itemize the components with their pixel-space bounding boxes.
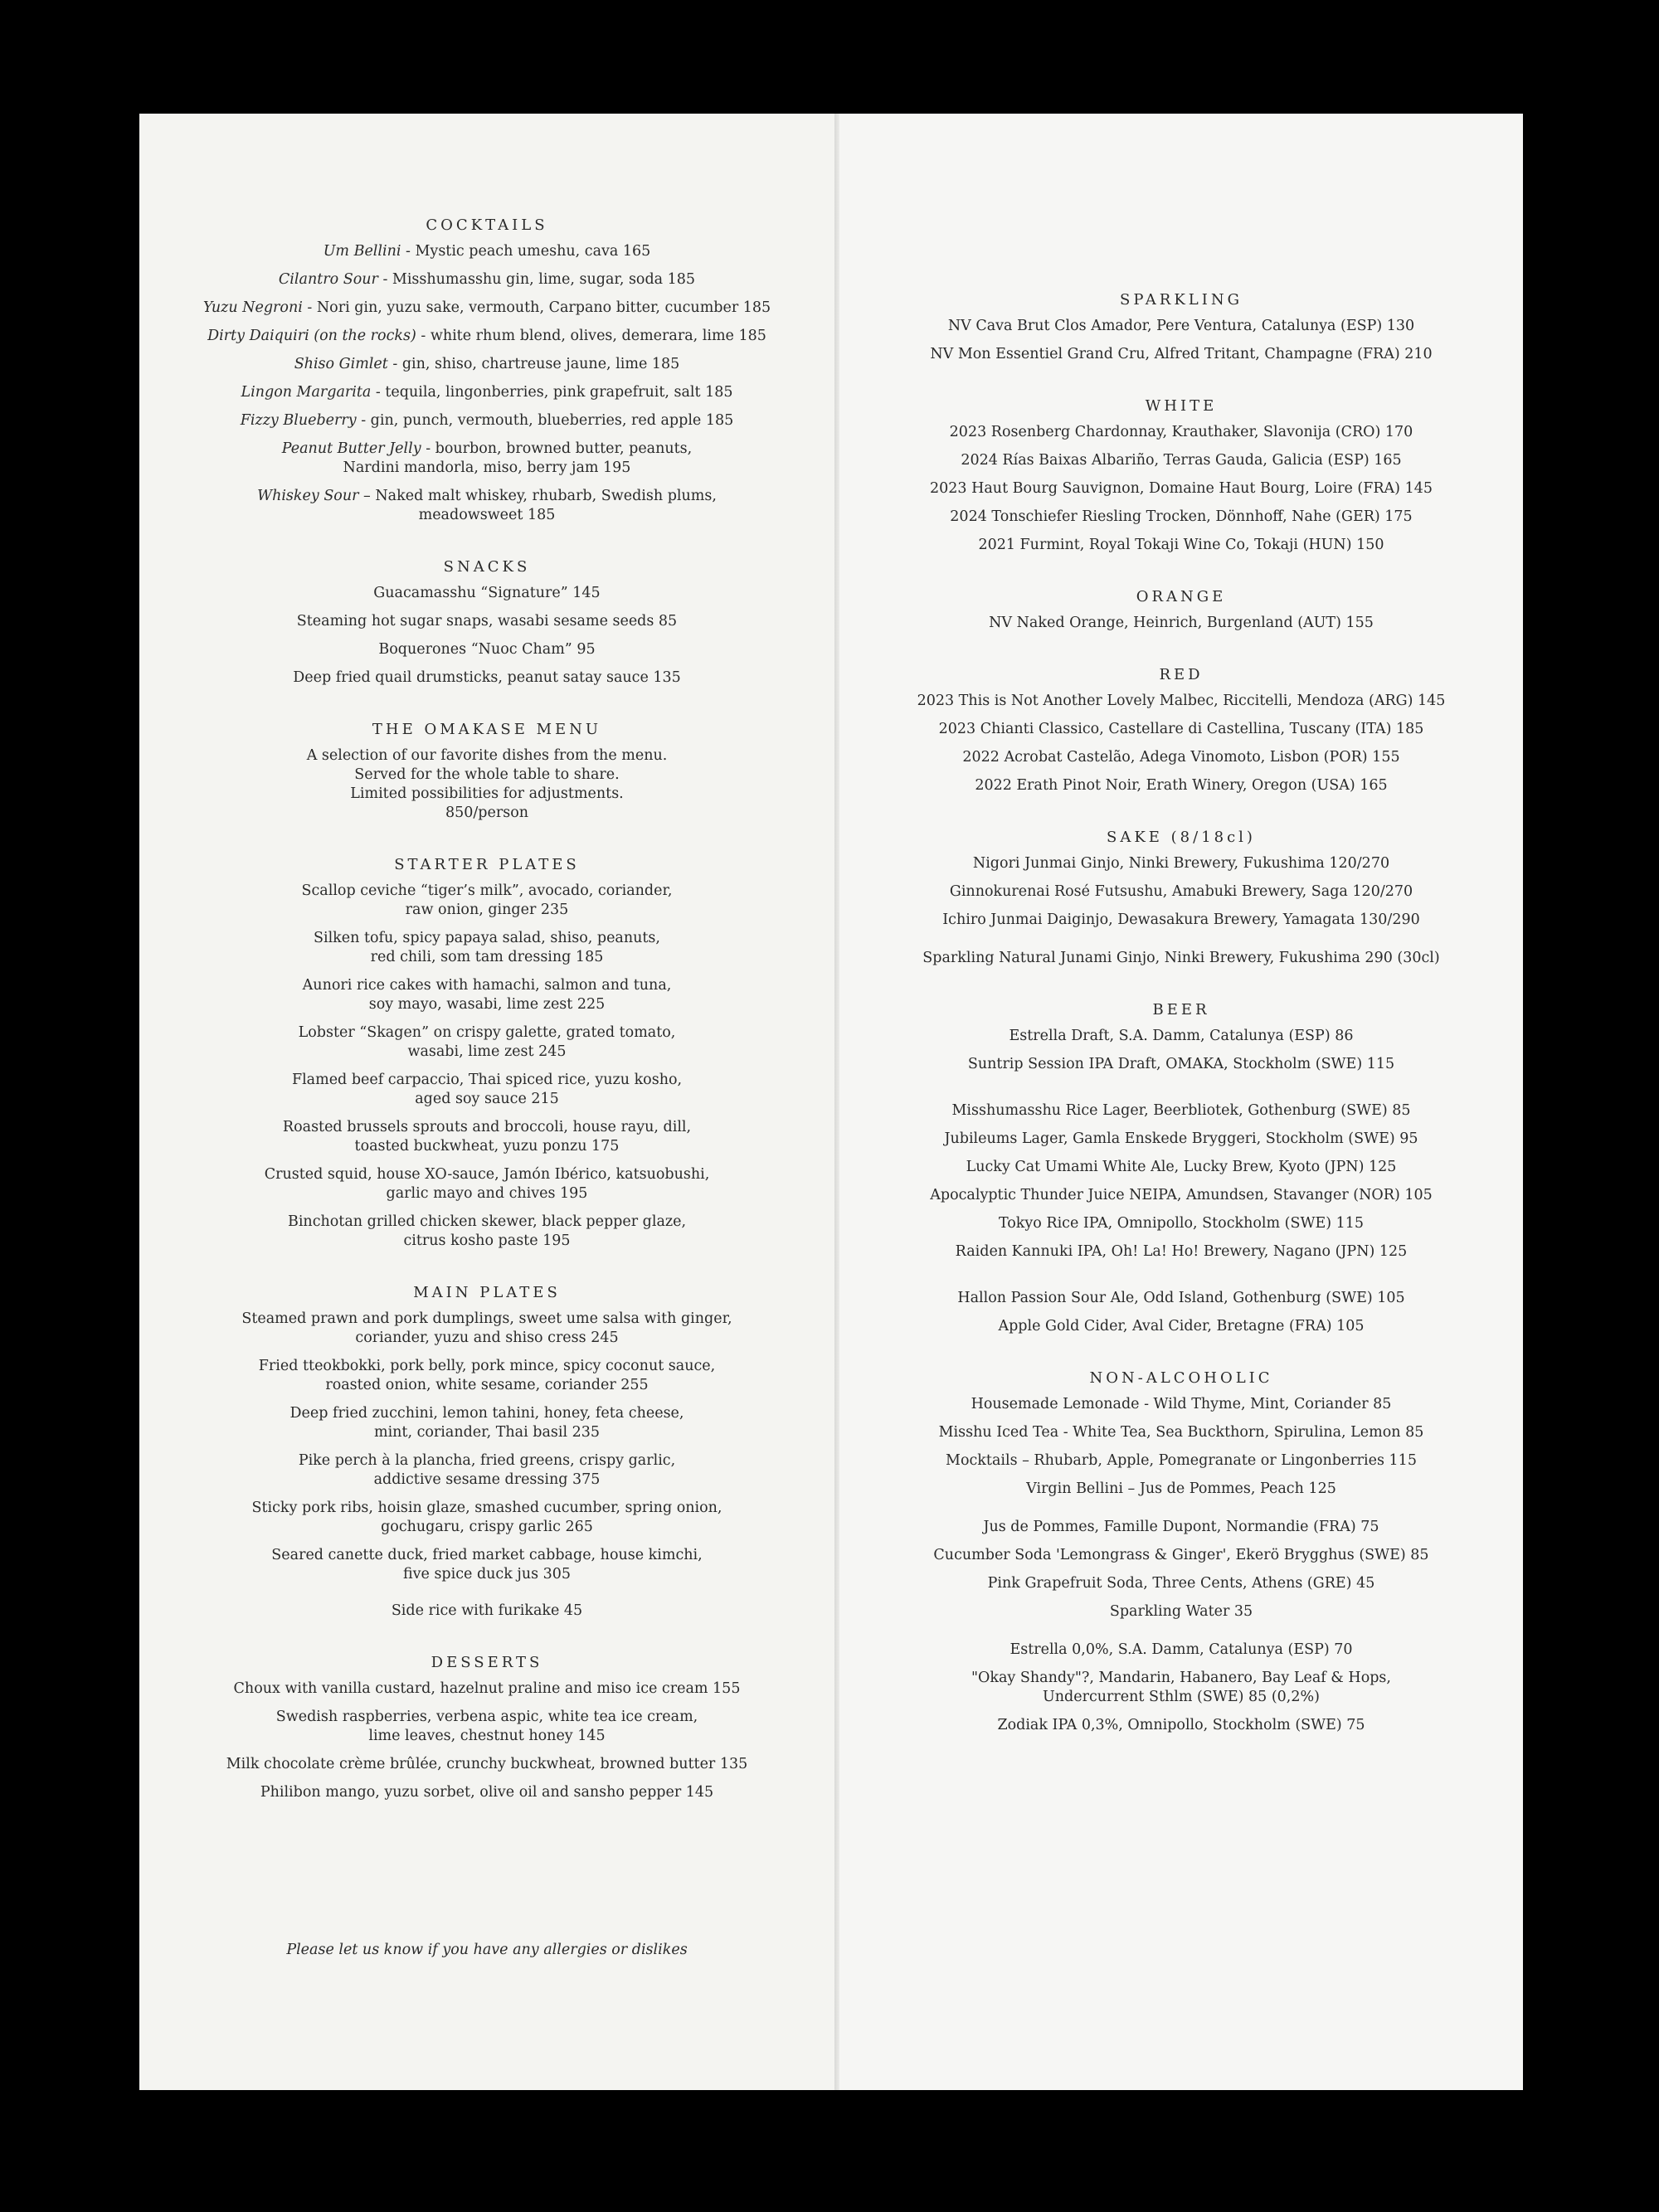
non-alcoholic-item-text: Sparkling Water 35 [1109,1603,1253,1620]
cocktail-item [139,242,834,261]
cocktail-line [139,270,834,289]
red-wine-item [839,692,1523,711]
non-alcoholic-item-text: Jus de Pommes, Famille Dupont, Normandie (FRA) 75 [983,1519,1379,1535]
white-title: WHITE [1145,397,1218,415]
dessert-item [139,1680,834,1699]
cocktail-name: Yuzu Negroni [202,299,303,316]
main-item-line: roasted onion, white sesame, coriander 255 [325,1377,649,1393]
omakase-line: A selection of our favorite dishes from the menu. [306,747,668,764]
snacks-section [139,558,834,688]
cocktail-line [139,299,834,318]
starter-item [139,976,834,1014]
sparkling-wine-item [839,317,1523,336]
main-item-line: five spice duck jus 305 [402,1566,572,1582]
spacer [839,1083,1523,1101]
beer-item [839,1027,1523,1046]
cocktail-desc: - gin, punch, vermouth, blueberries, red apple 185 [356,412,734,429]
cocktail-line-2: meadowsweet 185 [418,507,556,523]
starter-item [139,1023,834,1062]
dessert-item [139,1755,834,1774]
non-alcoholic-item [839,1669,1523,1707]
cocktail-name: Cilantro Sour [278,271,378,288]
desserts-section [139,1654,834,1802]
starter-item-line: Lobster “Skagen” on crispy galette, grated tomato, [298,1024,676,1041]
red-wine-item-text: 2022 Acrobat Castelão, Adega Vinomoto, Lisbon (POR) 155 [962,749,1400,766]
orange-section [839,588,1523,633]
non-alcoholic-item-line: "Okay Shandy"?, Mandarin, Habanero, Bay Leaf & Hops, [971,1670,1391,1686]
starter-item-line: toasted buckwheat, yuzu ponzu 175 [354,1138,620,1155]
red-title: RED [1159,666,1204,683]
main-item [139,1451,834,1490]
cocktail-item [139,270,834,289]
snack-item [139,584,834,603]
non-alcoholic-item-text: Virgin Bellini – Jus de Pommes, Peach 125 [1026,1480,1336,1497]
side-item [139,1602,834,1621]
non-alcoholic-item [839,1574,1523,1593]
cocktail-name: Dirty Daiquiri (on the rocks) [207,328,416,344]
cocktail-item [139,299,834,318]
starter-item-line: aged soy sauce 215 [415,1091,559,1107]
beer-item-text: Misshumasshu Rice Lager, Beerbliotek, Gothenburg (SWE) 85 [951,1102,1411,1119]
cocktail-name: Um Bellini [323,243,401,260]
beer-item-text: Lucky Cat Umami White Ale, Lucky Brew, Kyoto (JPN) 125 [966,1159,1397,1175]
sake-section [839,829,1523,968]
white-wine-item [839,479,1523,498]
cocktail-desc: - tequila, lingonberries, pink grapefruit, salt 185 [371,384,733,401]
main-item-line: Sticky pork ribs, hoisin glaze, smashed cucumber, spring onion, [251,1500,722,1516]
non-alcoholic-item-text: Misshu Iced Tea - White Tea, Sea Buckthorn, Spirulina, Lemon 85 [938,1424,1424,1441]
non-alcoholic-item [839,1641,1523,1660]
cocktail-desc: - Misshumasshu gin, lime, sugar, soda 185 [377,271,696,288]
main-item-line: gochugaru, crispy garlic 265 [381,1519,593,1535]
starter-item-line: citrus kosho paste 195 [403,1232,571,1249]
white-wine-item-text: 2023 Rosenberg Chardonnay, Krauthaker, Slavonija (CRO) 170 [949,424,1413,440]
snack-item [139,612,834,631]
starter-item-line: wasabi, lime zest 245 [407,1043,567,1060]
cocktail-line [139,242,834,261]
sake-item-text: Ichiro Junmai Daiginjo, Dewasakura Brewery, Yamagata 130/290 [942,912,1420,928]
beer-item-text: Estrella Draft, S.A. Damm, Catalunya (ESP) 86 [1009,1028,1354,1044]
cocktail-line-2: Nardini mandorla, miso, berry jam 195 [343,459,631,476]
starter-item-line: Flamed beef carpaccio, Thai spiced rice, yuzu kosho, [291,1072,683,1088]
main-plates-section [139,1284,834,1621]
red-wine-item-text: 2022 Erath Pinot Noir, Erath Winery, Oregon (USA) 165 [975,777,1388,794]
non-alcoholic-item [839,1716,1523,1735]
cocktail-item [139,440,834,478]
omakase-line: Limited possibilities for adjustments. [350,785,624,802]
cocktail-item [139,487,834,525]
white-wine-item [839,451,1523,470]
cocktail-desc: - Nori gin, yuzu sake, vermouth, Carpano bitter, cucumber 185 [302,299,771,316]
main-item-line: mint, coriander, Thai basil 235 [373,1424,601,1441]
cocktail-desc: – Naked malt whiskey, rhubarb, Swedish plums, [358,488,717,504]
non-alcoholic-item [839,1518,1523,1537]
orange-title: ORANGE [1136,588,1227,605]
white-wine-item-text: 2024 Rías Baixas Albariño, Terras Gauda, Galicia (ESP) 165 [961,452,1402,469]
beer-item-text: Apple Gold Cider, Aval Cider, Bretagne (FRA) 105 [998,1318,1365,1334]
cocktail-name: Shiso Gimlet [294,356,388,372]
starter-plates-title: STARTER PLATES [394,856,580,873]
snacks-title: SNACKS [443,558,531,576]
cocktail-item [139,327,834,346]
sake-item [839,949,1523,968]
dessert-item-line: Choux with vanilla custard, hazelnut praline and miso ice cream 155 [233,1680,741,1697]
spacer [839,1271,1523,1289]
sake-item [839,882,1523,902]
starter-item-line: soy mayo, wasabi, lime zest 225 [368,996,606,1013]
starter-item-line: Scallop ceviche “tiger’s milk”, avocado, coriander, [301,882,673,899]
red-wine-item-text: 2023 This is Not Another Lovely Malbec, Riccitelli, Mendoza (ARG) 145 [917,693,1446,709]
non-alcoholic-item-line: Undercurrent Sthlm (SWE) 85 (0,2%) [1043,1689,1320,1705]
main-item-line: Pike perch à la plancha, fried greens, crispy garlic, [298,1452,676,1469]
cocktail-line [139,487,834,506]
sake-item-text: Sparkling Natural Junami Ginjo, Ninki Brewery, Fukushima 290 (30cl) [922,950,1440,966]
non-alcoholic-item [839,1423,1523,1442]
beer-item-text: Hallon Passion Sour Ale, Odd Island, Gothenburg (SWE) 105 [957,1290,1405,1306]
starter-item [139,1165,834,1203]
beer-item [839,1101,1523,1121]
red-section [839,666,1523,795]
cocktail-name: Lingon Margarita [241,384,372,401]
non-alcoholic-item-text: Cucumber Soda 'Lemongrass & Ginger', Ekerö Brygghus (SWE) 85 [933,1547,1429,1563]
cocktail-desc: - white rhum blend, olives, demerara, lime 185 [416,328,766,344]
beer-item-text: Jubileums Lager, Gamla Enskede Bryggeri, Stockholm (SWE) 95 [944,1130,1418,1147]
spacer [839,1631,1523,1641]
snack-item-text: Boquerones “Nuoc Cham” 95 [378,641,596,658]
white-wine-item [839,508,1523,527]
dessert-item-line: Philibon mango, yuzu sorbet, olive oil and sansho pepper 145 [260,1784,714,1801]
main-item-line: Steamed prawn and pork dumplings, sweet ume salsa with ginger, [241,1310,732,1327]
starter-item [139,1118,834,1156]
non-alcoholic-item [839,1546,1523,1565]
beer-item [839,1186,1523,1205]
non-alcoholic-item [839,1451,1523,1471]
main-item [139,1310,834,1348]
main-item-line: Seared canette duck, fried market cabbage, house kimchi, [271,1547,703,1563]
beer-item [839,1130,1523,1149]
non-alcoholic-item [839,1480,1523,1499]
non-alcoholic-item-text: Estrella 0,0%, S.A. Damm, Catalunya (ESP) 70 [1010,1641,1353,1658]
red-wine-item [839,776,1523,795]
starter-item-line: Silken tofu, spicy papaya salad, shiso, peanuts, [314,930,660,946]
main-item [139,1546,834,1584]
snack-item [139,668,834,688]
beer-item-text: Suntrip Session IPA Draft, OMAKA, Stockholm (SWE) 115 [967,1056,1395,1072]
cocktails-section [139,216,834,525]
main-item-line: addictive sesame dressing 375 [373,1471,601,1488]
omakase-description [139,746,834,823]
spacer [139,1593,834,1602]
dessert-item-line: Milk chocolate crème brûlée, crunchy buckwheat, browned butter 135 [226,1756,748,1772]
sake-item-text: Nigori Junmai Ginjo, Ninki Brewery, Fukushima 120/270 [972,855,1390,872]
starter-item [139,1213,834,1251]
omakase-line: 850/person [445,805,528,821]
cocktails-title: COCKTAILS [426,216,548,234]
orange-wine-item [839,614,1523,633]
starter-item [139,882,834,920]
beer-item [839,1158,1523,1177]
beer-item-text: Raiden Kannuki IPA, Oh! La! Ho! Brewery, Nagano (JPN) 125 [955,1243,1408,1260]
sake-title: SAKE (8/18cl) [1107,829,1256,846]
non-alcoholic-item-text: Pink Grapefruit Soda, Three Cents, Athens (GRE) 45 [987,1575,1375,1592]
red-wine-item [839,720,1523,739]
desserts-title: DESSERTS [431,1654,543,1671]
main-plates-title: MAIN PLATES [413,1284,561,1301]
sparkling-wine-item-text: NV Cava Brut Clos Amador, Pere Ventura, Catalunya (ESP) 130 [947,318,1415,334]
non-alcoholic-title: NON-ALCOHOLIC [1089,1369,1273,1387]
starter-item-line: red chili, som tam dressing 185 [370,949,604,965]
cocktail-item [139,383,834,402]
omakase-title: THE OMAKASE MENU [372,721,602,738]
cocktail-desc: - gin, shiso, chartreuse jaune, lime 185 [387,356,680,372]
starter-item-line: raw onion, ginger 235 [405,902,569,918]
snack-item-text: Guacamasshu “Signature” 145 [373,585,601,601]
dessert-item [139,1708,834,1746]
beer-title: BEER [1152,1001,1210,1018]
beer-item [839,1317,1523,1336]
omakase-section [139,721,834,823]
side-text: Side rice with furikake 45 [391,1602,583,1619]
snack-item-text: Deep fried quail drumsticks, peanut satay sauce 135 [293,669,681,686]
beer-section [839,1001,1523,1336]
starter-item-line: Aunori rice cakes with hamachi, salmon and tuna, [302,977,672,994]
cocktail-line [139,355,834,374]
cocktail-line [139,327,834,346]
white-wine-item-text: 2021 Furmint, Royal Tokaji Wine Co, Tokaji (HUN) 150 [978,537,1384,553]
main-item-line: coriander, yuzu and shiso cress 245 [355,1330,619,1346]
starter-item-line: Crusted squid, house XO-sauce, Jamón Ibérico, katsuobushi, [264,1166,710,1183]
snack-item-text: Steaming hot sugar snaps, wasabi sesame seeds 85 [296,613,678,630]
cocktail-line [139,440,834,459]
food-menu-column [139,114,834,1835]
starter-item [139,1071,834,1109]
sparkling-wine-item-text: NV Mon Essentiel Grand Cru, Alfred Tritant, Champagne (FRA) 210 [930,346,1433,362]
beer-item [839,1214,1523,1233]
cocktail-desc: - Mystic peach umeshu, cava 165 [401,243,651,260]
beer-item-text: Tokyo Rice IPA, Omnipollo, Stockholm (SWE) 115 [998,1215,1365,1232]
main-item [139,1404,834,1442]
beer-item [839,1055,1523,1074]
non-alcoholic-item [839,1395,1523,1414]
white-wine-item-text: 2024 Tonschiefer Riesling Trocken, Dönnhoff, Nahe (GER) 175 [950,508,1413,525]
main-item [139,1357,834,1395]
main-item [139,1499,834,1537]
red-wine-item [839,748,1523,767]
starter-item-line: garlic mayo and chives 195 [386,1185,588,1202]
cocktail-line [139,411,834,430]
non-alcoholic-section [839,1369,1523,1735]
right-menu-page [839,114,1523,2090]
white-wine-item [839,536,1523,555]
white-wine-item-text: 2023 Haut Bourg Sauvignon, Domaine Haut Bourg, Loire (FRA) 145 [930,480,1433,497]
white-section [839,397,1523,555]
cocktail-line [139,383,834,402]
cocktail-desc: - bourbon, browned butter, peanuts, [421,440,693,457]
starter-item-line: Roasted brussels sprouts and broccoli, house rayu, dill, [282,1119,692,1135]
starter-item-line: Binchotan grilled chicken skewer, black pepper glaze, [287,1213,687,1230]
sparkling-wine-item [839,345,1523,364]
non-alcoholic-item-text: Housemade Lemonade - Wild Thyme, Mint, Coriander 85 [971,1396,1392,1412]
sake-item [839,911,1523,930]
non-alcoholic-item-text: Mocktails – Rhubarb, Apple, Pomegranate or Lingonberries 115 [946,1452,1417,1469]
red-wine-item-text: 2023 Chianti Classico, Castellare di Castellina, Tuscany (ITA) 185 [938,721,1424,737]
dessert-item-line: Swedish raspberries, verbena aspic, white tea ice cream, [275,1709,698,1725]
sake-item [839,854,1523,873]
drinks-menu-column [839,114,1523,1768]
beer-item-text: Apocalyptic Thunder Juice NEIPA, Amundsen, Stavanger (NOR) 105 [930,1187,1433,1203]
cocktail-name: Whiskey Sour [257,488,359,504]
starter-plates-section [139,856,834,1251]
left-menu-page [139,114,834,2090]
non-alcoholic-item [839,1602,1523,1621]
cocktail-item [139,355,834,374]
beer-item [839,1242,1523,1262]
sparkling-title: SPARKLING [1120,291,1243,309]
cocktail-name: Peanut Butter Jelly [281,440,421,457]
beer-item [839,1289,1523,1308]
dessert-item-line: lime leaves, chestnut honey 145 [368,1728,606,1744]
omakase-line: Served for the whole table to share. [354,766,620,783]
allergy-note: Please let us know if you have any allergies or dislikes [286,1942,688,1958]
main-item-line: Deep fried zucchini, lemon tahini, honey, feta cheese, [289,1405,684,1422]
sake-item-text: Ginnokurenai Rosé Futsushu, Amabuki Brewery, Saga 120/270 [949,883,1413,900]
spacer [839,939,1523,949]
main-item-line: Fried tteokbokki, pork belly, pork mince, spicy coconut sauce, [258,1358,716,1374]
dessert-item [139,1783,834,1802]
sparkling-section [839,291,1523,364]
orange-wine-item-text: NV Naked Orange, Heinrich, Burgenland (AUT) 155 [989,615,1374,631]
spacer [839,1508,1523,1518]
white-wine-item [839,423,1523,442]
starter-item [139,929,834,967]
cocktail-name: Fizzy Blueberry [240,412,357,429]
cocktail-item [139,411,834,430]
non-alcoholic-item-text: Zodiak IPA 0,3%, Omnipollo, Stockholm (SWE) 75 [997,1717,1365,1733]
snack-item [139,640,834,659]
